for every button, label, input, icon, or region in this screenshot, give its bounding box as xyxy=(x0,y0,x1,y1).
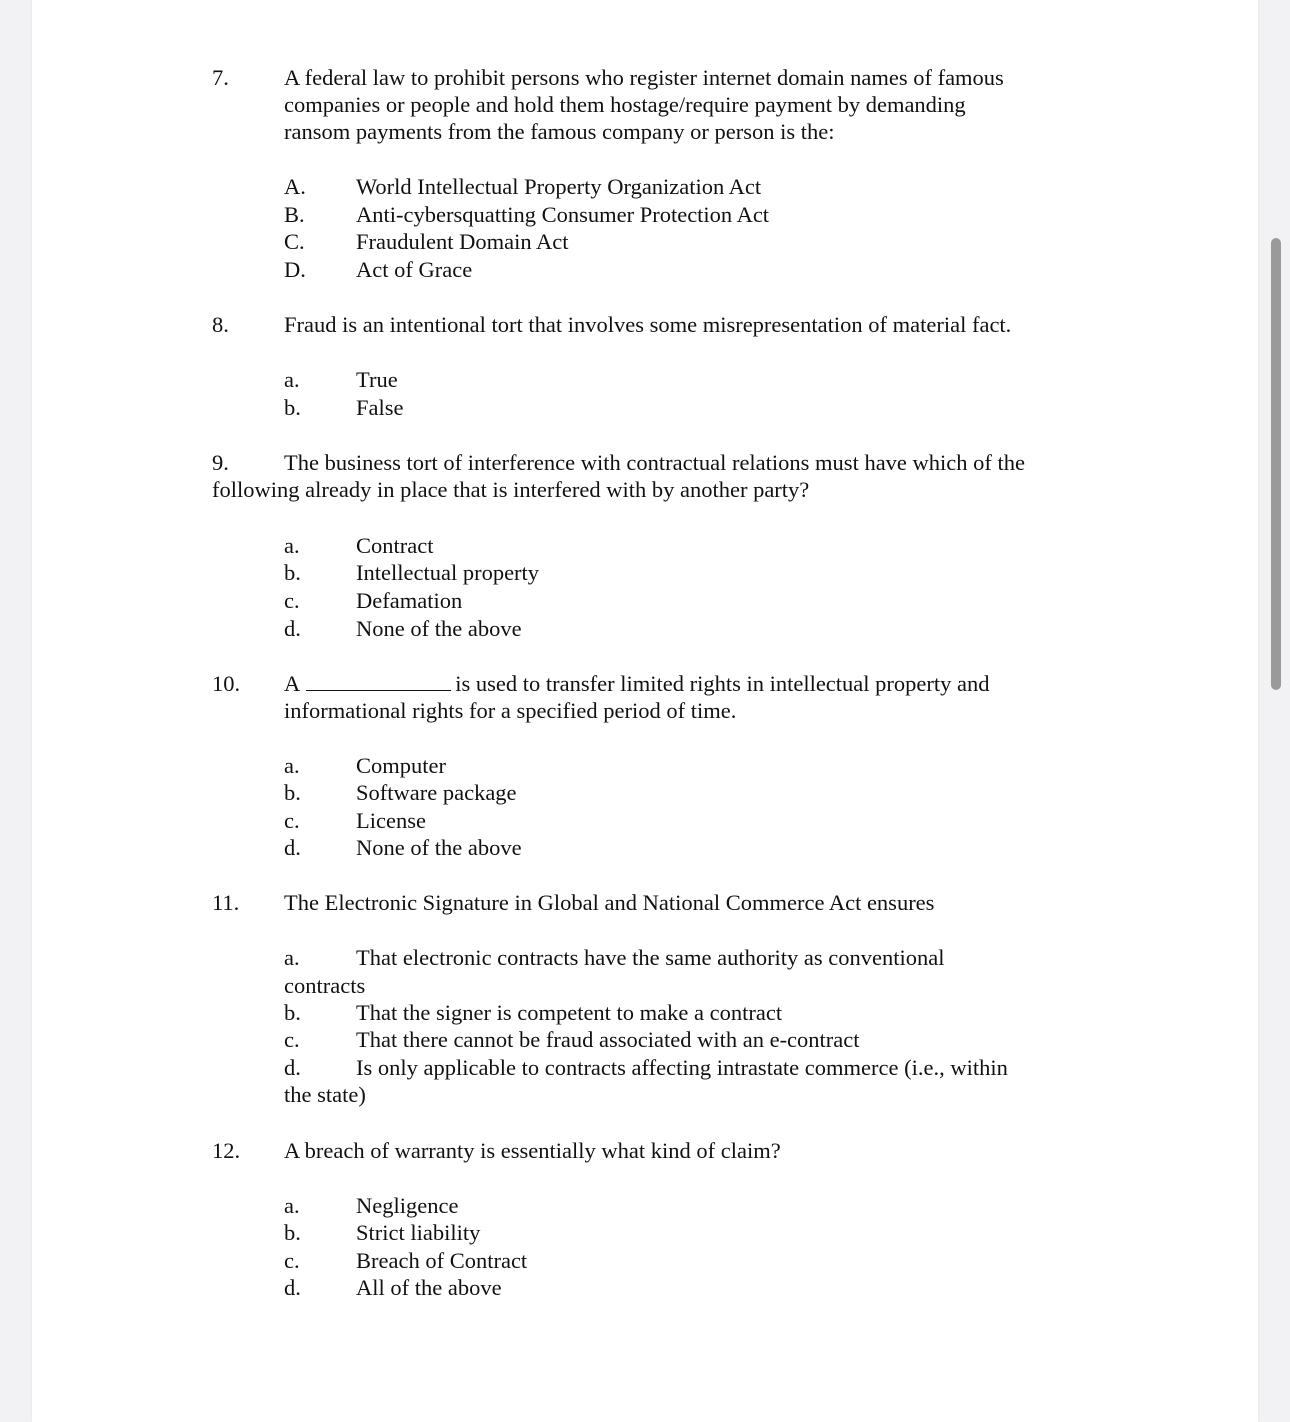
option-letter: D. xyxy=(284,257,306,282)
option-text: Defamation xyxy=(356,588,463,613)
option-text: Software package xyxy=(356,780,517,805)
question-text: The business tort of interference with contractual relations must have which of the xyxy=(284,450,1026,475)
question-text: following already in place that is interfered with by another party? xyxy=(212,477,810,502)
question-number: 7. xyxy=(212,65,229,90)
option-letter: d. xyxy=(284,1275,301,1300)
option-text-continued: the state) xyxy=(284,1082,366,1107)
question-text-start: A xyxy=(284,671,301,696)
question-text-end: is used to transfer limited rights in intellectual property and xyxy=(455,671,990,696)
option-text: All of the above xyxy=(356,1275,502,1300)
option-text: Negligence xyxy=(356,1193,459,1218)
question-number: 10. xyxy=(212,671,241,696)
option-text: Fraudulent Domain Act xyxy=(356,229,569,254)
option-letter: a. xyxy=(284,533,300,558)
option-letter: b. xyxy=(284,780,301,805)
option-letter: a. xyxy=(284,945,300,970)
option-text-continued: contracts xyxy=(284,973,366,998)
option-text: None of the above xyxy=(356,616,522,641)
option-letter: b. xyxy=(284,1000,301,1025)
question-number: 11. xyxy=(212,890,240,915)
option-text: Intellectual property xyxy=(356,560,540,585)
option-text: That electronic contracts have the same authority as conventional xyxy=(356,945,945,970)
option-letter: a. xyxy=(284,1193,300,1218)
option-text: Breach of Contract xyxy=(356,1248,528,1273)
option-letter: b. xyxy=(284,1220,301,1245)
question-number: 9. xyxy=(212,450,229,475)
option-text: False xyxy=(356,395,404,420)
option-letter: A. xyxy=(284,174,306,199)
option-letter: d. xyxy=(284,1055,301,1080)
option-letter: B. xyxy=(284,202,305,227)
vertical-scrollbar[interactable] xyxy=(1271,238,1281,690)
option-letter: d. xyxy=(284,835,301,860)
option-text: That the signer is competent to make a contract xyxy=(356,1000,783,1025)
question-text: A breach of warranty is essentially what kind of claim? xyxy=(284,1138,781,1163)
option-text: Strict liability xyxy=(356,1220,481,1245)
question-text: The Electronic Signature in Global and National Commerce Act ensures xyxy=(284,890,935,915)
option-letter: b. xyxy=(284,395,301,420)
question-text: Fraud is an intentional tort that involves some misrepresentation of material fact. xyxy=(284,312,1012,337)
option-letter: c. xyxy=(284,808,300,833)
option-letter: c. xyxy=(284,588,300,613)
option-text: World Intellectual Property Organization Act xyxy=(356,174,762,199)
question-number: 8. xyxy=(212,312,229,337)
option-letter: d. xyxy=(284,616,301,641)
option-text: Is only applicable to contracts affecting intrastate commerce (i.e., within xyxy=(356,1055,1008,1080)
option-letter: C. xyxy=(284,229,305,254)
option-letter: c. xyxy=(284,1248,300,1273)
question-number: 12. xyxy=(212,1138,241,1163)
question-text: A federal law to prohibit persons who register internet domain names of famous xyxy=(284,65,1004,90)
option-letter: b. xyxy=(284,560,301,585)
option-text: Computer xyxy=(356,753,446,778)
answer-blank xyxy=(306,670,451,691)
question-text xyxy=(284,670,990,698)
option-text: Anti-cybersquatting Consumer Protection Act xyxy=(356,202,770,227)
option-letter: a. xyxy=(284,367,300,392)
option-text: License xyxy=(356,808,426,833)
question-text: informational rights for a specified period of time. xyxy=(284,698,737,723)
option-letter: c. xyxy=(284,1027,300,1052)
option-letter: a. xyxy=(284,753,300,778)
option-text: Contract xyxy=(356,533,434,558)
question-text: companies or people and hold them hostage/require payment by demanding xyxy=(284,92,966,117)
document-page xyxy=(32,0,1258,1422)
option-text: Act of Grace xyxy=(356,257,473,282)
option-text: True xyxy=(356,367,398,392)
option-text: None of the above xyxy=(356,835,522,860)
question-text: ransom payments from the famous company or person is the: xyxy=(284,119,835,144)
option-text: That there cannot be fraud associated with an e-contract xyxy=(356,1027,860,1052)
